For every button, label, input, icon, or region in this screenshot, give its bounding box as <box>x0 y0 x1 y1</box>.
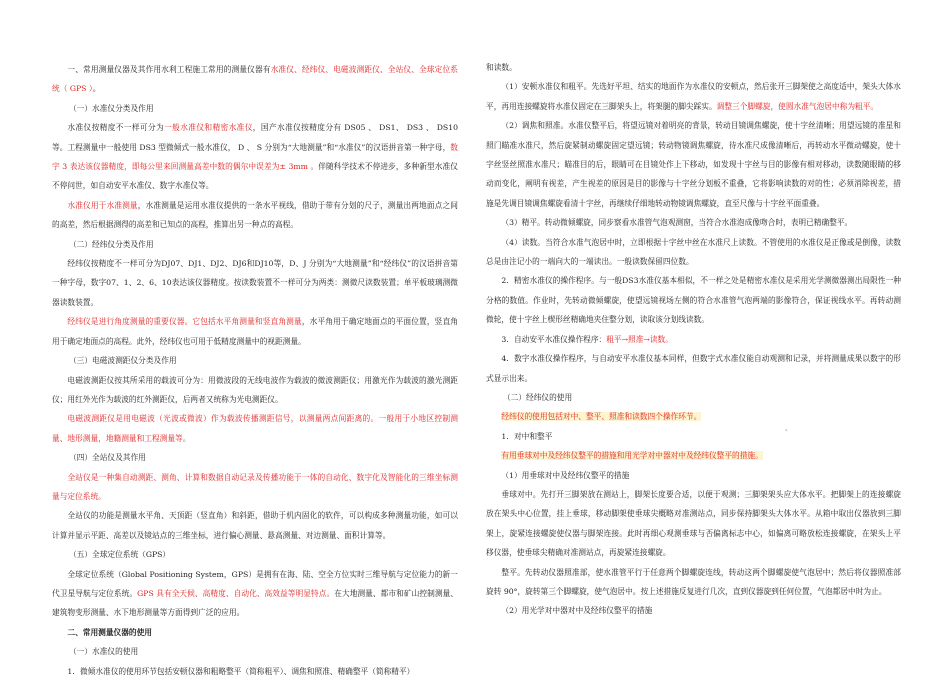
text-run: （二）经纬仪的使用 <box>502 392 573 402</box>
right-paragraph <box>486 446 901 465</box>
left-paragraph <box>52 623 458 642</box>
left-paragraph <box>52 662 458 681</box>
text-run: （三）电磁波测距仪分类及作用 <box>68 356 177 366</box>
left-paragraph <box>52 254 458 312</box>
text-run: 水准仪用于水准测量 <box>67 200 138 210</box>
text-run: ，水平角用于确定地面点的平面位置，竖直角用于确定地面点的高程。此外，经纬仪也可用于低精度测量中的视距测量。 <box>52 317 458 346</box>
text-run: 伴随科学技术不停进步，多种新型水准仪不停问世，如自动安平水准仪、数字水准仪等。 <box>52 162 458 191</box>
text-run: 。 <box>92 84 101 94</box>
text-run: 一般水准仪和精密水准仪 <box>164 123 253 133</box>
right-paragraph <box>486 213 901 232</box>
text-run: 整平。先转动仪器照准部，使水准管平行于任意两个脚螺旋连线，转动这两个脚螺旋使气泡居中；然后将仪器照准部旋转 90°，旋转第三个脚螺旋，使气泡居中。按上述措施反复进行几次，直到仪器旋到任何位置，气泡都居中时为止。 <box>486 567 901 596</box>
text-run: （3）精平。转动微倾螺旋，同步察看水准管气泡观测窗，当符合水准泡成像吻合时，表明已精确整平。 <box>501 218 853 228</box>
text-run: GPS 具有全天候、高精度、自动化、高效益等明显特点。 <box>137 588 335 598</box>
left-paragraph <box>52 312 458 351</box>
left-column <box>52 60 458 681</box>
left-paragraph <box>52 545 458 564</box>
left-paragraph <box>52 565 458 623</box>
text-run: 粗平→照准→读数。 <box>606 334 673 344</box>
left-paragraph <box>52 235 458 254</box>
text-run: 水准仪、经纬仪、电磁波测距仪、全站仪、全球定位系统（ GPS ） <box>52 65 458 94</box>
text-run: （二）经纬仪分类及作用 <box>68 239 154 249</box>
right-paragraph <box>486 330 901 349</box>
right-column <box>486 58 901 621</box>
right-paragraph <box>486 388 901 407</box>
left-paragraph <box>52 448 458 467</box>
text-run: （2）调焦和照准。水准仪整平后，将望远镜对着明亮的背景，转动目镜调焦螺旋，使十字丝清晰；用望远镜的准星和照门瞄准水准尺，然后旋紧制动螺旋固定望远镜；转动物镜调焦螺旋，待水准尺成像清晰后，再转动水平微动螺旋，使十字丝竖丝照准水准尺；瞄准目的后，眼睛可在目镜处作上下移动，如发现十字丝与目的影像有相对移动，读数随眼睛的移动而变化，阐明有视差，产生视差的原因是目的影像与十字丝分划板不重叠，它将影响读数的对的性；必须消除视差，措施是先调目镜调焦螺旋看清十字丝，再继续仔细地转动物镜调焦螺旋，直至尺像与十字丝平面重叠。 <box>486 121 901 208</box>
text-run: （2）用光学对中器对中及经纬仪整平的措施 <box>501 606 653 616</box>
text-run: （五）全球定位系统（GPS） <box>68 550 171 560</box>
right-paragraph <box>486 601 901 620</box>
right-paragraph <box>486 485 901 563</box>
left-paragraph <box>52 409 458 448</box>
text-run: 一、常用测量仪器及其作用水利工程施工常用的测量仪器有 <box>67 65 271 74</box>
text-run: 在大地测量、都市和矿山控制测量、建筑物变形测量、水下地形测量等方面得到广泛的应用。 <box>52 588 458 618</box>
text-run: 3．自动安平水准仪操作程序： <box>501 334 607 344</box>
text-run: （一）水准仪的使用 <box>68 647 139 657</box>
left-paragraph <box>52 99 458 118</box>
text-run: 经纬仪是进行角度测量的重要仪器。它包括水平角测量和竖直角测量 <box>67 317 302 327</box>
left-paragraph <box>52 642 458 661</box>
right-paragraph <box>486 407 901 426</box>
left-paragraph <box>52 506 458 545</box>
text-run: 和读数。 <box>486 63 517 72</box>
text-run: 2．精密水准仪的操作程序。与一般DS3水准仪基本相似，不一样之处是精密水准仪是采用光学测微器测出局限性一种分格的数值。作业时，先转动微倾螺旋，使望远镜视场左侧的符合水准管气泡两端的影像符合，保证视线水平。再转动测微轮，使十字丝上楔形丝精确地夹住整分划，读取该分划线读数。 <box>486 276 901 325</box>
text-run: 4．数字水准仪操作程序，与自动安平水准仪基本同样，但数字式水准仪能自动观测和记录，并将测量成果以数字的形式显示出来。 <box>486 354 901 383</box>
stray-mark: ' <box>785 428 788 437</box>
text-run: 垂球对中。先打开三脚架放在测站上，脚架长度要合适，以便于观测；三脚架架头应大体水平。把脚架上的连接螺旋放在架头中心位置，挂上垂球，移动脚架使垂球尖概略对准测站点，同步保持脚架头大体水平。从箱中取出仪器放到三脚架上，旋紧连接螺旋使仪器与脚架连接。此时再细心观测垂球与否偏离标志中心，如偏离可略放松连接螺旋，在架头上平移仪器，使垂球尖精确对准测站点，再旋紧连接螺旋。 <box>486 489 901 558</box>
left-paragraph <box>52 118 458 196</box>
text-run: 电磁波测距仪按其所采用的载波可分为：用微波段的无线电波作为载波的微波测距仪；用激光作为载波的激光测距仪；用红外光作为载波的红外测距仪，后两者又统称为光电测距仪。 <box>52 375 458 404</box>
text-run: 经纬仪按精度不一样可分为DJ07、DJ1、DJ2、DJ6和DJ10等，D、J 分别为“大地测量”和“经纬仪”的汉语拼音第一种字母，数字07、1、2、6、10表达该仪器精度。按读数装置不一样可分为两类：测微尺读数装置；单平板玻璃测微器读数装置。 <box>52 259 458 307</box>
text-run: （1）用垂球对中及经纬仪整平的措施 <box>501 470 630 480</box>
right-paragraph <box>486 349 901 388</box>
right-paragraph <box>486 77 901 116</box>
text-run: 二、常用测量仪器的使用 <box>67 627 152 637</box>
text-run: 经纬仪的使用包括对中、整平、照准和读数四个操作环节。 <box>501 412 702 422</box>
text-run: ，国产水准仪按精度分有 DS05 、 DS1、 DS3 、 DS10 等。工程测量中一般使用 DS3 型微倾式一般水准仪， D 、 S 分别为“大地测量”和“水准仪”的汉语拼音第一种字母， <box>52 123 458 152</box>
left-paragraph <box>52 60 458 99</box>
text-run: 1．微倾水准仪的使用环节包括安顿仪器和粗略整平（简称粗平）、调焦和照准、精确整平（简称精平） <box>67 666 415 676</box>
text-run: （一）水准仪分类及作用 <box>68 103 154 113</box>
right-paragraph <box>486 466 901 485</box>
text-run: 电磁波测距仪是用电磁波（光波或微波）作为载波传播测距信号，以测量两点间距离的。一般用于小地区控制测量、地形测量，地籍测量和工程测量等。 <box>52 414 458 443</box>
text-run: ，水准测量是运用水准仪提供的一条水平视线，借助于带有分划的尺子，测量出两地面点之间的高差，然后根据测得的高差和已知点的高程，推算出另一种点的高程。 <box>52 200 458 230</box>
left-paragraph <box>52 196 458 235</box>
text-run: （4）读数。当符合水准气泡居中时，立即根据十字丝中丝在水准尺上读数。不管使用的水准仪是正像或是倒像，读数总是由注记小的一端向大的一端读出。一般读数保留四位数。 <box>486 237 901 267</box>
right-paragraph <box>486 427 901 446</box>
text-run: 调整三个脚螺旋，使圆水准气泡居中称为粗平。 <box>716 101 879 111</box>
left-paragraph <box>52 468 458 507</box>
right-paragraph <box>486 116 901 213</box>
text-run: （1）安顿水准仪和粗平。先选好平坦、结实的地面作为水准仪的安顿点，然后张开三脚架使之高度适中，架头大体水平，再用连接螺旋将水准仪固定在三脚架头上，将架腿的脚尖踩实。 <box>486 82 901 111</box>
text-run: 水准仪按精度不一样可分为 <box>67 123 165 133</box>
right-paragraph <box>486 563 901 602</box>
right-paragraph <box>486 58 901 77</box>
left-paragraph <box>52 351 458 370</box>
left-paragraph <box>52 371 458 410</box>
text-run: （四）全站仪及其作用 <box>68 453 146 463</box>
right-paragraph <box>486 271 901 329</box>
text-run: 有用垂球对中及经纬仪整平的措施和用光学对中器对中及经纬仪整平的措施。 <box>501 451 763 461</box>
text-run: 全站仪是一种集自动测距、测角、计算和数据自动记录及传播功能于一体的自动化、数字化及智能化的三维坐标测量与定位系统。 <box>52 472 458 501</box>
text-run: 数字 3 表达该仪器精度，即每公里来回测量高差中数的偶尔中误差为± 3mm 。 <box>52 142 458 172</box>
text-run: 全球定位系统（Global Positioning System，GPS）是拥有在海、陆、空全方位实时三维导航与定位能力的新一代卫星导航与定位系统。 <box>52 569 458 598</box>
text-run: 1．对中和整平 <box>501 431 553 441</box>
text-run: 全站仪的功能是测量水平角、天顶距（竖直角）和斜距，借助于机内固化的软件，可以构成多种测量功能，如可以计算并显示平距、高差以及镜站点的三维坐标，进行偏心测量、悬高测量、对边测量、面积计算等。 <box>52 511 458 540</box>
right-paragraph <box>486 233 901 272</box>
